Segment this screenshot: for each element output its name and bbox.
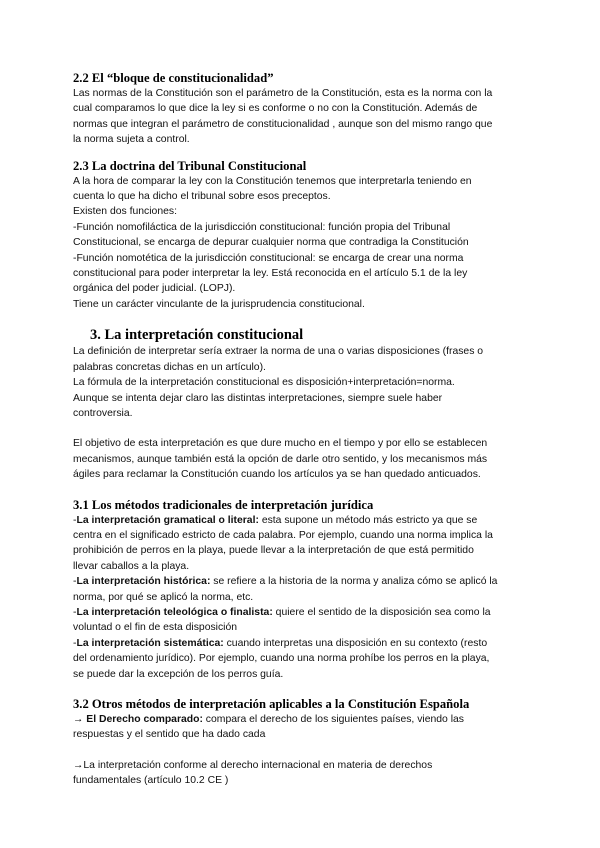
paragraph-line: Aunque se intenta dejar claro las distintas interpretaciones, siempre suele haber (73, 392, 443, 404)
paragraph-line: del ordenamiento jurídico). Por ejemplo, cuando una norma prohíbe los perros en la playa, (73, 653, 490, 665)
method-item-line: -La interpretación sistemática: cuando interpretas una disposición en su contexto (resto (73, 637, 488, 649)
paragraph-line: Tiene un carácter vinculante de la jurisprudencia constitucional. (73, 298, 365, 310)
paragraph-line: El objetivo de esta interpretación es que dure mucho en el tiempo y por ello se establecen (73, 438, 488, 450)
paragraph-line: Existen dos funciones: (73, 206, 177, 218)
method-item-line: -La interpretación histórica: se refiere a la historia de la norma y analiza cómo se aplicó la (73, 576, 498, 588)
paragraph-line: La definición de interpretar sería extraer la norma de una o varias disposiciones (frases o (73, 346, 484, 358)
method-term: La interpretación teleológica o finalista: (76, 606, 273, 618)
paragraph-line: La fórmula de la interpretación constitucional es disposición+interpretación=norma. (73, 377, 455, 389)
method-text: cuando interpretas una disposición en su contexto (resto (223, 637, 488, 649)
section-heading-3-2: 3.2 Otros métodos de interpretación aplicables a la Constitución Española (73, 697, 470, 711)
paragraph-line: constitucional para poder interpretar la ley. Está reconocida en el artículo 5.1 de la ley (73, 268, 468, 280)
method-item-line (73, 712, 533, 727)
section-heading-3-1: 3.1 Los métodos tradicionales de interpretación jurídica (73, 497, 374, 512)
paragraph-line: normas que integran el parámetro de constitucionalidad , aunque son del mismo rango que (73, 118, 493, 130)
arrow-right-icon: → (73, 714, 84, 725)
paragraph-line: llevar caballos a la playa. (73, 560, 190, 572)
paragraph-line: controversia. (73, 407, 133, 419)
paragraph-line: se puede dar la excepción de los perros guía. (73, 668, 284, 680)
paragraph-line: centra en el significado estricto de cada palabra. Por ejemplo, cuando una norma implica la (73, 529, 493, 541)
paragraph-line: cual comparamos lo que dice la ley si es conforme o no con la Constitución. Además de (73, 103, 478, 115)
paragraph-line: →La interpretación conforme al derecho internacional en materia de derechos (73, 759, 433, 771)
method-term: El Derecho comparado: (86, 714, 203, 725)
method-term: La interpretación gramatical o literal: (76, 514, 259, 526)
paragraph-line: Las normas de la Constitución son el parámetro de la Constitución, esta es la norma con la (73, 88, 493, 99)
paragraph-line: ágiles para reclamar la Constitución cuando los artículos ya se han quedado anticuados. (73, 469, 481, 481)
section-heading-3: 3. La interpretación constitucional (90, 327, 304, 344)
paragraph-line: -Función nomofiláctica de la jurisdicción constitucional: función propia del Tribunal (73, 221, 451, 233)
paragraph-line: Constitucional, se encarga de depurar cualquier norma que contradiga la Constitución (73, 237, 469, 249)
paragraph-line: voluntad o el fin de esta disposición (73, 622, 238, 634)
method-text: quiere el sentido de la disposición sea como la (272, 606, 491, 618)
paragraph-line: prohibición de perros en la playa, puede llevar a la interpretación de que está permitido (73, 545, 474, 557)
method-item-line: -La interpretación gramatical o literal: esta supone un método más estricto ya que se (73, 514, 478, 526)
paragraph-line: palabras concretas dichas en un artículo). (73, 361, 266, 373)
method-item-line: -La interpretación teleológica o finalista: quiere el sentido de la disposición sea como la (73, 606, 491, 618)
paragraph-line: respuestas y el sentido que ha dado cada (73, 729, 266, 741)
method-text: esta supone un método más estricto ya que se (258, 514, 478, 526)
section-heading-2-3: 2.3 La doctrina del Tribunal Constitucional (73, 158, 307, 173)
paragraph-line: la norma sujeta a control. (73, 134, 190, 146)
method-term: La interpretación histórica: (76, 576, 211, 588)
method-text: compara el derecho de los siguientes países, viendo las (202, 714, 464, 725)
paragraph-line: A la hora de comparar la ley con la Constitución tenemos que interpretarla teniendo en (73, 175, 472, 187)
section-heading-2-2: 2.2 El “bloque de constitucionalidad” (73, 71, 274, 85)
document-page (73, 70, 533, 789)
paragraph-line: -Función nomotética de la jurisdicción constitucional: se encarga de crear una norma (73, 252, 464, 264)
paragraph-line: orgánica del poder judicial. (LOPJ). (73, 283, 236, 295)
method-text: se refiere a la historia de la norma y analiza cómo se aplicó la (210, 576, 498, 588)
paragraph-line: fundamentales (artículo 10.2 CE ) (73, 775, 229, 787)
paragraph-line: cuenta lo que ha dicho el tribunal sobre esos preceptos. (73, 191, 331, 203)
paragraph-line: mecanismos, aunque también está la opción de darle otro sentido, y los mecanismos más (73, 453, 488, 465)
paragraph-line: norma, por qué se aplicó la norma, etc. (73, 591, 254, 603)
method-term: La interpretación sistemática: (76, 637, 224, 649)
